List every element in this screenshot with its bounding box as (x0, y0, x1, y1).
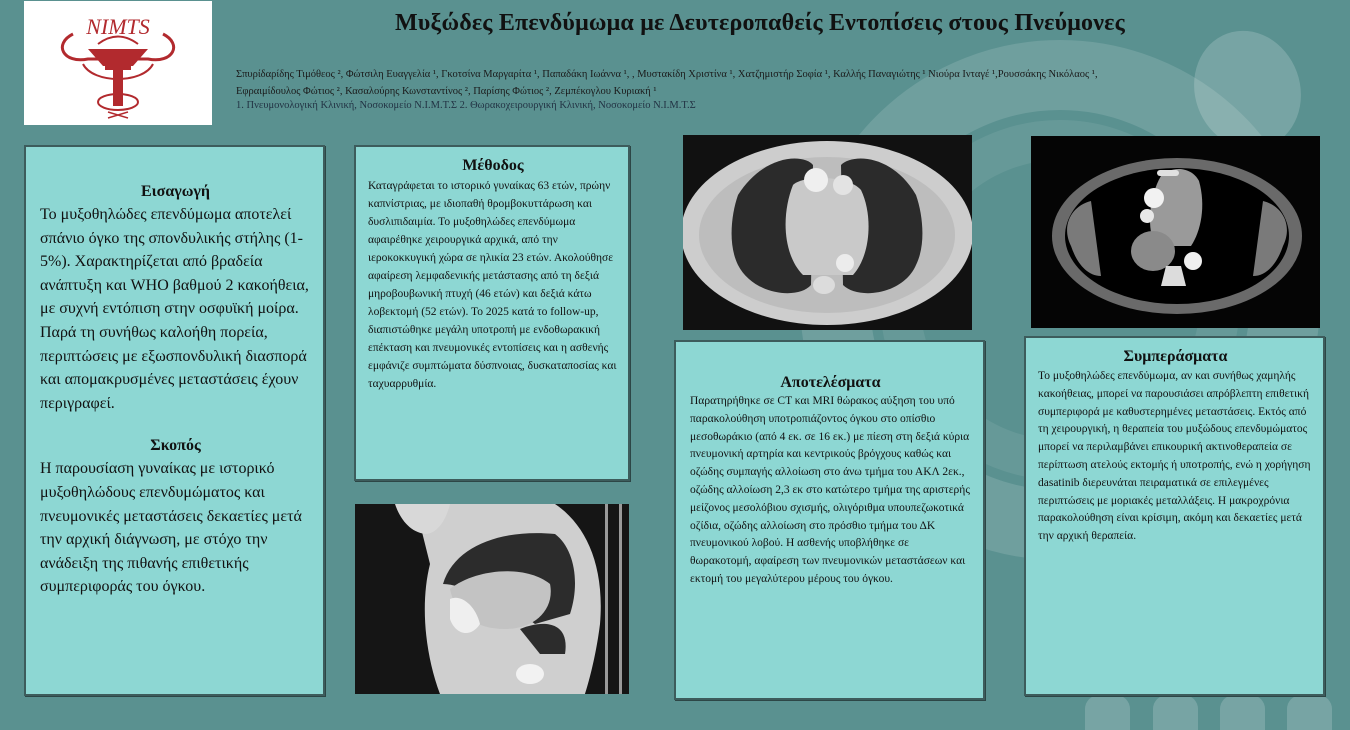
background-bar-decoration (1287, 695, 1332, 730)
authors-line-1: Σπυρίδαρίδης Τιμόθεος ², Φώτσιλη Ευαγγελία ¹, Γκοτσίνα Μαργαρίτα ¹, Παπαδάκη Ιωάννα ¹, , Μυστακίδη Χριστίνα ¹, Χατζημιστήρ Σοφία ¹, Καλλής Παναγιώτης ¹ Νιούρα Ινταγέ ¹,Ρουσσάκης Νικόλαος ¹, (236, 69, 1098, 80)
ct-lung-window-image (683, 135, 972, 330)
method-text: Καταγράφεται το ιστορικό γυναίκας 63 ετών, πρώην καπνίστριας, με ιδιοπαθή θρομβοκυττάρωση και δυσλιπιδαιμία. Το μυξοθηλώδες επενδύμωμα αφαιρέθηκε χειρουργικά αρχικά, από την ιεροκοκκυγική χώρα σε ηλικία 23 ετών. Ακολούθησε αφαίρεση λεμφαδενικής μετάστασης από τη δεξιά μηροβουβωνική πτυχή (46 ετών) και δεξιά κάτω λοβεκτομή (52 ετών). Το 2025 κατά το follow-up, διαπιστώθηκε μεγάλη υποτροπή με ενδοθωρακική επέκταση και πνευμονικές εντοπίσεις και η ασθενής εμφάνιζε συμπτώματα δύσπνοιας, δυσκαταποσίας και ταχυαρρυθμία. (368, 180, 617, 390)
conclusions-text: Το μυξοθηλώδες επενδύμωμα, αν και συνήθως χαμηλής κακοήθειας, μπορεί να παρουσιάσει απρόβλεπτη επιθετική συμπεριφορά με καθυστερημένες μεταστάσεις. Εκτός από τη χειρουργική, η θεραπεία του μυξώδους επενδυμώματος μπορεί να περιλαμβάνει επικουρική ακτινοθεραπεία σε περίπτωση ατελούς εκτομής ή υποτροπής, ενώ η χορήγηση dasatinib διερευνάται πειραματικά σε επιλεγμένες περιπτώσεις με μοριακές μεταλλάξεις. Η μακροχρόνια παρακολούθηση είναι κρίσιμη, ακόμη και δεκαετίες μετά την αρχική θεραπεία. (1038, 370, 1311, 543)
results-heading: Αποτελέσματα (780, 374, 881, 391)
background-bar-decoration (1220, 695, 1265, 730)
affiliations: 1. Πνευμονολογική Κλινική, Νοσοκομείο Ν.Ι.Μ.Τ.Σ 2. Θωρακοχειρουργική Κλινική, Νοσοκομείο Ν.Ι.Μ.Τ.Σ (236, 100, 696, 111)
authors-line-2: Εφραιμίδουλος Φώτιος ², Κασαλούρης Κωνσταντίνος ², Παρίσης Φώτιος ², Ζεμπέκογλου Κυριακή ¹ (236, 86, 657, 97)
introduction-text: Το μυξοθηλώδες επενδύμωμα αποτελεί σπάνιο όγκο της σπονδυλικής στήλης (1-5%). Χαρακτηρίζεται από βραδεία ανάπτυξη και WHO βαθμού 2 κακοήθεια, με συχνή εντόπιση στην οσφυϊκή μοίρα. Παρά τη συνήθως καλοήθη πορεία, περιπτώσεις με εξωσπονδυλική διασπορά και απομακρυσμένες μεταστάσεις έχουν περιγραφεί. (40, 206, 309, 412)
introduction-panel (24, 145, 325, 696)
introduction-heading: Εισαγωγή (140, 183, 210, 200)
background-bar-decoration (1153, 695, 1198, 730)
conclusions-panel (1024, 336, 1325, 696)
background-bar-decoration (1085, 695, 1130, 730)
aim-text: Η παρουσίαση γυναίκας με ιστορικό μυξοθηλώδους επενδυμώματος και πνευμονικές μεταστάσεις δεκαετίες μετά την αρχική διάγνωση, με στόχο την ανάδειξη της πιθανής επιθετικής συμπεριφοράς του όγκου. (40, 460, 302, 596)
author-list (236, 66, 1336, 100)
results-panel (674, 340, 985, 700)
ct-mediastinal-window-image (1031, 136, 1320, 328)
svg-text:NIMTS: NIMTS (86, 14, 150, 39)
method-panel (354, 145, 630, 481)
results-text: Παρατηρήθηκε σε CT και MRI θώρακος αύξηση του υπό παρακολούθηση υποτροπιάζοντος όγκου στο οπίσθιο μεσοθωράκιο (από 4 εκ. σε 16 εκ.) με πίεση στη δεξιά κύρια πνευμονική αρτηρία και κεντρικούς βρόγχους καθώς και οζώδης συμπαγής αλλοίωση στο άνω τμήμα του ΑΚΛ 2εκ., οζώδης αλλοίωση 2,3 εκ στο κατώτερο τμήμα της αριστερής μείζονος μεσολόβιου σχισμής, ολιγόριθμα υπουπεζωκοτικά οζίδια, οζώδης αλλοίωση στο πρόσθιο τμήμα του ΔΚ πνευμονικού λοβού. Η ασθενής υποβλήθηκε σε θωρακοτομή, αφαίρεση των πνευμονικών μεταστάσεων και εκτομή του μεγαλύτερου μέρους του όγκου. (690, 395, 970, 585)
poster-title: Μυξώδες Επενδύμωμα με Δευτεροπαθείς Εντοπίσεις στους Πνεύμονες (395, 10, 1125, 36)
sagittal-ct-image (355, 504, 629, 694)
method-heading: Μέθοδος (462, 157, 524, 174)
aim-heading: Σκοπός (150, 437, 201, 455)
nimts-logo (24, 1, 212, 125)
caduceus-logo-icon (43, 4, 193, 122)
conclusions-heading: Συμπεράσματα (1123, 348, 1228, 365)
